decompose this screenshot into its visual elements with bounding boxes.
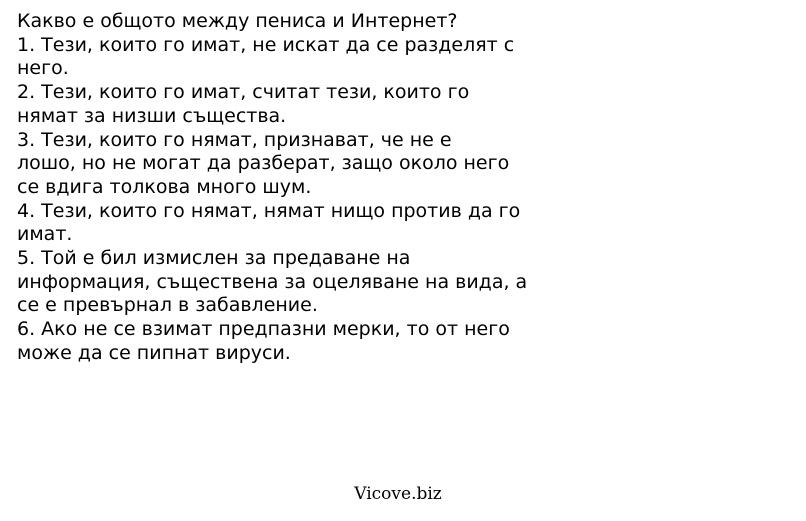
joke-line: лошо, но не могат да разберат, защо около него	[17, 152, 510, 175]
joke-line: се е превърнал в забавление.	[17, 294, 318, 317]
joke-line: 3. Тези, които го нямат, признават, че не е	[17, 128, 452, 151]
joke-line: 4. Тези, които го нямат, нямат нищо против да го	[17, 199, 521, 222]
joke-line: се вдига толкова много шум.	[17, 175, 312, 198]
joke-line: 1. Тези, които го имат, не искат да се разделят с	[17, 33, 515, 56]
joke-line: него.	[17, 57, 69, 80]
site-watermark: Vicove.biz	[354, 484, 442, 504]
joke-line: имат.	[17, 223, 73, 246]
joke-line: информация, съществена за оцеляване на вида, а	[17, 270, 528, 293]
joke-line: може да се пипнат вируси.	[17, 341, 291, 364]
joke-title-line: Какво е общото между пениса и Интернет?	[17, 10, 458, 32]
joke-line: 6. Ако не се взимат предпазни мерки, то от него	[17, 318, 510, 341]
joke-line: 2. Тези, които го имат, считат тези, които го	[17, 81, 470, 104]
joke-text-block	[17, 10, 577, 366]
joke-line: 5. Той е бил измислен за предаване на	[17, 247, 411, 270]
joke-line: нямат за низши същества.	[17, 104, 287, 127]
